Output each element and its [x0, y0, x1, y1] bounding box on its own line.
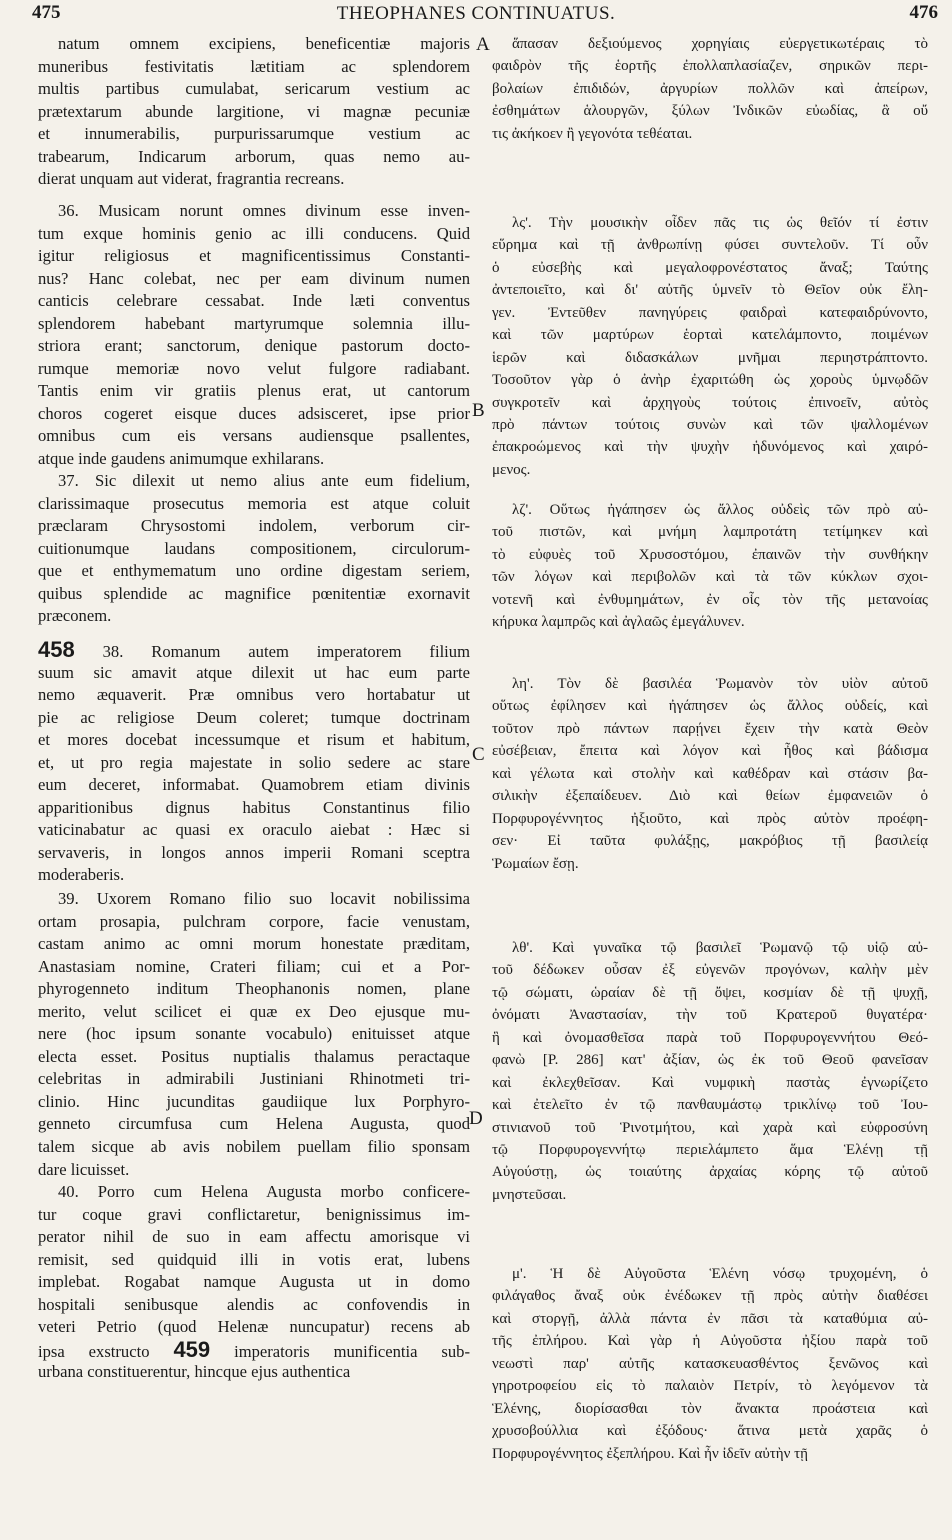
latin-paragraph-38 — [38, 639, 470, 887]
latin-paragraph-39 — [38, 888, 470, 1181]
text-line: vaticinabatur ac quasi ex oraculo aiebat : Hæc si — [38, 820, 470, 840]
text-line: καὶ γέλωτα καὶ στολὴν καὶ καθέδραν καὶ στάσιν βα- — [492, 765, 928, 782]
page-reference-number: 458 — [38, 639, 75, 662]
text-line: omnibus cum eis versans audiensque psallentes, — [38, 426, 470, 446]
text-line: choros cogeret eisque duces adsisceret, ipse prior — [38, 403, 470, 423]
text-line: σεν· Εἰ ταῦτα φυλάξῃς, μακρόβιος τῇ βασιλείᾳ — [492, 833, 928, 850]
text-line: moderaberis. — [38, 865, 125, 885]
text-line: πρὸ πάντων τούτοις συνὼν καὶ τῶν ψαλλομένων — [492, 416, 928, 433]
text-line: μενος. — [492, 461, 531, 478]
text-line: τῆς ἐπλήρου. Καὶ γὰρ ἡ Αὐγοῦστα ἠξίου παρὰ τοῦ — [492, 1333, 928, 1350]
text-line: ὁ εὐσεβὴς καὶ μεγαλοφρονέστατος ἄναξ; Ταύτης — [492, 259, 928, 276]
latin-paragraph-37 — [38, 470, 470, 628]
page-reference-number: 459 — [173, 1338, 211, 1362]
text-line: ἅπασαν δεξιούμενος χορηγίαις εὐεργετικωτέραις τὸ — [512, 36, 928, 52]
text-line: servaveris, in longos annos imperii Romani sceptra — [38, 842, 470, 862]
text-line: καὶ στοργῇ, ἀλλὰ πάντα ἐν πᾶσι τὰ καταθύμια αὐ- — [492, 1310, 928, 1327]
text-line: et, ut pro regia majestate in solio sedere ac stare — [38, 752, 470, 772]
text-line: 40. Porro cum Helena Augusta morbo conficere- — [58, 1182, 470, 1201]
running-title: THEOPHANES CONTINUATUS. — [336, 3, 616, 24]
text-line: ὀνόματι Ἀναστασίαν, τὴν τοῦ Κρατεροῦ θυγατέρα· — [492, 1007, 928, 1024]
text-line: εὐσέβειαν, ἔπειτα καὶ λόγον καὶ ἦθος καὶ βάδισμα — [492, 743, 928, 760]
text-line: Tantis enim vir gratiis plenus erat, ut cantorum — [38, 381, 470, 401]
greek-paragraph-39 — [492, 937, 928, 1206]
text-line: Ῥωμαίων ἔσῃ. — [492, 855, 579, 872]
text-line: λη'. Τὸν δὲ βασιλέα Ῥωμανὸν τὸν υἱὸν αὐτοῦ — [512, 676, 928, 692]
text-line: et mores docebat incessumque et risum et habitum, — [38, 730, 470, 750]
text-line: τοῦτον πρὸ πάντων παρῄνει ἔχειν τὴν κατὰ Θεὸν — [492, 720, 928, 737]
text-line: χρυσοβούλλια καὶ ἐξόδους· ἅτινα μετὰ χαρᾶς ὁ — [492, 1423, 928, 1440]
text-line: 36. Musicam norunt omnes divinum esse inven- — [58, 201, 470, 220]
text-line: muneribus festivitatis lætitiam ac splendorem — [38, 56, 470, 76]
text-line: 37. Sic dilexit ut nemo alius ante eum fidelium, — [58, 471, 470, 490]
text-line: cuitionumque laudans compositionem, circulorum- — [38, 538, 470, 558]
text-line: præclaram Chrysostomi indolem, verborum cir- — [38, 516, 470, 536]
text-line: Αὐγούστῃ, ὡς τοιαύτης ἀρχαίας κόρης τῷ αὐτοῦ — [492, 1164, 928, 1181]
text-line: λζ'. Οὕτως ἠγάπησεν ὡς ἄλλος οὐδεὶς τῶν πρὸ αὐ- — [512, 502, 928, 518]
text-line: genneto circumfusa cum Helena Augusta, quod — [38, 1114, 470, 1134]
text-line: γεν. Ἐντεῦθεν πανηγύρεις φαιδραὶ κατεφαιδρύνοντο, — [492, 304, 928, 321]
text-line: τὸ εὐφυὲς τοῦ Χρυσοστόμου, ἐπαινῶν τὴν συνθήκην — [492, 546, 928, 563]
text-line: et innumerabilis, purpurissarumque vestium ac — [38, 124, 470, 144]
text-line: συγκροτεῖν καὶ ἀρχηγοὺς τούτοις ἐπινοεῖν, αὐτὸς — [492, 394, 928, 411]
text-line: clarissimaque prosecutus memoria est atque coluit — [38, 493, 470, 513]
text-line: apparitionibus dignus habitus Constantinus filio — [38, 797, 470, 817]
section-marker-c: C — [472, 744, 485, 765]
text-line: igitur religiosus et magnificentissimus Constanti- — [38, 246, 470, 266]
text-line: prætextarum abunde largitione, vi magnæ pecuniæ — [38, 101, 470, 121]
text-line: ἐπακροώμενος καὶ τὴν ψυχὴν ἡδυνόμενος καὶ χαιρό- — [492, 439, 928, 456]
text-line: ortam prosapia, pulchram corpore, facie venustam, — [38, 911, 470, 931]
text-line: Πορφυρογέννητος ἐξεπλήρου. Καὶ ἦν ἰδεῖν αὐτὴν τῇ — [492, 1445, 809, 1462]
text-line: ἱερῶν καὶ διδασκάλων μνῆμαι περιηστράπτοντο. — [492, 349, 928, 366]
text-line: nere (hoc ipsum sonante vocabulo) enituisset atque — [38, 1024, 470, 1044]
text-line: atque inde gaudens animumque exhilarans. — [38, 449, 325, 469]
text-line: remisit, sed quidquid illi in votis erat, lubens — [38, 1249, 470, 1269]
text-line: nemo æquaverit. Præ omnibus vero hortabatur ut — [38, 685, 470, 705]
text-line: σιλικὴν ἐξεπαίδευεν. Διὸ καὶ θείων ἐμφανειῶν ὁ — [492, 788, 928, 805]
text-line: γηροτροφείου εἰς τὸ παλαιὸν Πετρίν, τὸ λεγόμενον τὰ — [492, 1378, 928, 1395]
text-line: νοτενῆ καὶ ἐνθυμημάτων, ἐν οἷς τὸν τῆς μετανοίας — [492, 591, 928, 608]
text-line: 39. Uxorem Romano filio suo locavit nobilissima — [58, 889, 470, 908]
text-line: καὶ ἐκλεχθεῖσαν. Καὶ νυμφικὴ παστὰς ἐγνωρίζετο — [492, 1074, 928, 1091]
text-line: suum sic amavit atque dilexit ut hac eum parte — [38, 662, 470, 682]
left-page-number: 475 — [32, 2, 61, 23]
text-line: tur coque gravi conflictaretur, benignissimus im- — [38, 1204, 470, 1224]
text-line: ἀντεποιεῖτο, καὶ δι' αὐτῆς ὑμνεῖν τὸ Θεῖον οὐκ ἔλη- — [492, 282, 928, 299]
text-line: natum omnem excipiens, beneficentiæ majoris — [58, 34, 470, 53]
text-line: φιλάγαθος ἄναξ οὐκ ἐνέδωκεν τῇ πρὸς αὐτὴν διαθέσει — [492, 1288, 928, 1305]
text-line: στινιανοῦ τοῦ Ῥινοτμήτου, καὶ χαρὰ καὶ εὐφροσύνη — [492, 1119, 928, 1136]
right-page-number: 476 — [909, 2, 938, 23]
text-line: Τοσοῦτον γὰρ ὁ ἀνὴρ ἐχαριτώθη ὡς χοροὺς ὑμνῳδῶν — [492, 372, 928, 389]
latin-paragraph-36 — [38, 200, 470, 471]
text-line: veteri Petrio (quod Helenæ nuncupatur) recens ab — [38, 1317, 470, 1337]
text-line: βολαίων ἐπιδιδών, ἀργυρίων πολλῶν καὶ ἀπείρων, — [492, 80, 928, 97]
text-line: οὕτως ἐφίλησεν καὶ ἠγάπησεν ὡς ἄλλος οὐδείς, καὶ — [492, 698, 928, 715]
text-line: τις ἀκήκοεν ἢ γεγονότα τεθέαται. — [492, 125, 693, 142]
text-line: dierat unquam aut viderat, fragrantia recreans. — [38, 169, 345, 189]
section-marker-b: B — [472, 400, 485, 421]
text-line: tum exque hominis genio ac illi conducens. Quid — [38, 223, 470, 243]
text-line: κήρυκα λαμπρῶς καὶ ἀγλαῶς ἐμεγάλυνεν. — [492, 614, 745, 631]
greek-paragraph-36 — [492, 212, 928, 481]
text-line: striora erant; sanctorum, denique pastorum docto- — [38, 336, 470, 356]
text-line: que et enthymematum uno ordine digestam seriem, — [38, 561, 470, 581]
text-line: μνηστεῦσαι. — [492, 1186, 567, 1203]
text-line: τῷ Πορφυρογεννήτῳ περιελάμπετο ἅμα Ἑλένῃ τῇ — [492, 1141, 928, 1158]
text-line: clinio. Hinc jucunditas gaudiique lux Porphyro- — [38, 1091, 470, 1111]
text-line: trabearum, Indicarum arborum, quas nemo au- — [38, 146, 470, 166]
text-line: urbana constituerentur, hincque ejus authentica — [38, 1362, 351, 1382]
text-line: nus? Hanc colebat, nec per eam divinum numen — [38, 268, 470, 288]
text-line: electa esset. Positus nuptialis thalamus peractaque — [38, 1046, 470, 1066]
text-line: hospitali senibusque alendis ac confovendis in — [38, 1294, 470, 1314]
text-line: dare licuisset. — [38, 1159, 130, 1179]
text-line: castam animo ac omni morum honestate præditam, — [38, 934, 470, 954]
text-line: præconem. — [38, 606, 112, 626]
text-line: τῶν λόγων καὶ περιβολῶν καὶ τὰ τῶν κύκλων σχοι- — [492, 569, 928, 586]
text-line: 458 38. Romanum autem imperatorem filium — [38, 639, 470, 662]
text-line: ipsa exstructo 459 imperatoris munificentia sub- — [38, 1338, 470, 1362]
text-line: rumque memoriæ novo velut fulgore radiabant. — [38, 358, 470, 378]
text-line: τοῦ δέδωκεν οὖσαν ἐξ εὐγενῶν προγόνων, καλὴν μὲν — [492, 962, 928, 979]
text-line: quibus splendide ac magnifice pœnitentiæ exornavit — [38, 583, 470, 603]
text-line: pie ac religiose Deum coleret; tumque doctrinam — [38, 707, 470, 727]
latin-paragraph-35 — [38, 33, 470, 191]
text-line: τοῦ πιστῶν, καὶ μνήμη λαμπροτάτη τετίμηκεν καὶ — [492, 524, 928, 541]
section-marker-d: D — [469, 1108, 483, 1129]
greek-paragraph-38 — [492, 673, 928, 875]
text-line: μ'. Ἡ δὲ Αὐγοῦστα Ἑλένη νόσῳ τρυχομένη, ὁ — [512, 1266, 928, 1282]
greek-paragraph-40 — [492, 1263, 928, 1465]
text-line: Ἑλένης, διορίσασθαι τὸν ἄνακτα προάστεια καὶ — [492, 1400, 928, 1417]
text-line: perator nihil de suo in eam affectu amorisque vi — [38, 1227, 470, 1247]
text-line: νεωστὶ παρ' αὐτῆς κατασκευασθέντος ξενῶνος καὶ — [492, 1355, 928, 1372]
greek-paragraph-35 — [492, 33, 928, 145]
text-line: λς'. Τὴν μουσικὴν οἶδεν πᾶς τις ὡς θεῖόν τί ἐστιν — [512, 215, 928, 231]
text-line: merito, velut scilicet ei quæ ex Deo ejusque mu- — [38, 1001, 470, 1021]
text-line: multis partibus cumulabat, sericarum vestium ac — [38, 79, 470, 99]
text-line: phyrogenneto inditum Theophanonis nomen, plane — [38, 979, 470, 999]
text-line: τῷ σώματι, ὡραίαν δὲ τῇ ὄψει, κοσμίαν δὲ τῇ ψυχῇ, — [492, 984, 928, 1001]
text-line: φαιδρὸν τῆς ἑορτῆς ἐπολλαπλασίαζεν, σηρικῶν περι- — [492, 58, 928, 75]
text-line: Πορφυρογέννητος ἠξιοῦτο, καὶ πρὸς αὐτὸν προέφη- — [492, 810, 928, 827]
latin-paragraph-40 — [38, 1181, 470, 1384]
text-line: καὶ τῶν μαρτύρων ἑορταὶ κατελάμποντο, ποιμένων — [492, 327, 928, 344]
page-header — [0, 0, 952, 26]
section-marker-a: A — [476, 34, 490, 55]
text-line: λθ'. Καὶ γυναῖκα τῷ βασιλεῖ Ῥωμανῷ τῷ υἱῷ αὐ- — [512, 940, 928, 956]
text-line: καὶ ἐτελεῖτο ἐν τῷ πανθαυμάστῳ τρικλίνῳ τοῦ Ἰου- — [492, 1097, 928, 1114]
text-line: ἣ καὶ ὀνομασθεῖσα παρὰ τοῦ Πορφυρογεννήτου Θεό- — [492, 1029, 928, 1046]
text-line: ἐσθημάτων ἁλουργῶν, ξύλων Ἰνδικῶν εὐωδίας, ἃ οὔ — [492, 103, 928, 120]
text-line: canticis celebrare cessabat. Inde læti conventus — [38, 291, 470, 311]
text-line: celebritas in admirabili Justiniani Rhinotmeti tri- — [38, 1069, 470, 1089]
greek-paragraph-37 — [492, 499, 928, 634]
text-line: εὕρημα καὶ τῇ ἀνθρωπίνῃ φύσει συντελοῦν. Τί οὖν — [492, 237, 928, 254]
text-line: Anastasiam nomine, Crateri filiam; cui et a Por- — [38, 956, 470, 976]
text-line: splendorem habebant martyrumque solemnia illu- — [38, 313, 470, 333]
text-line: φανὼ [P. 286] κατ' ἀξίαν, ὡς ἐκ τοῦ Θεοῦ φανεῖσαν — [492, 1052, 928, 1069]
text-line: eum deceret, informabat. Quamobrem etiam divinis — [38, 775, 470, 795]
text-line: talem sicque ab avis nobilem puellam filio sponsam — [38, 1137, 470, 1157]
text-line: implebat. Rogabat namque Augusta ut in domo — [38, 1272, 470, 1292]
